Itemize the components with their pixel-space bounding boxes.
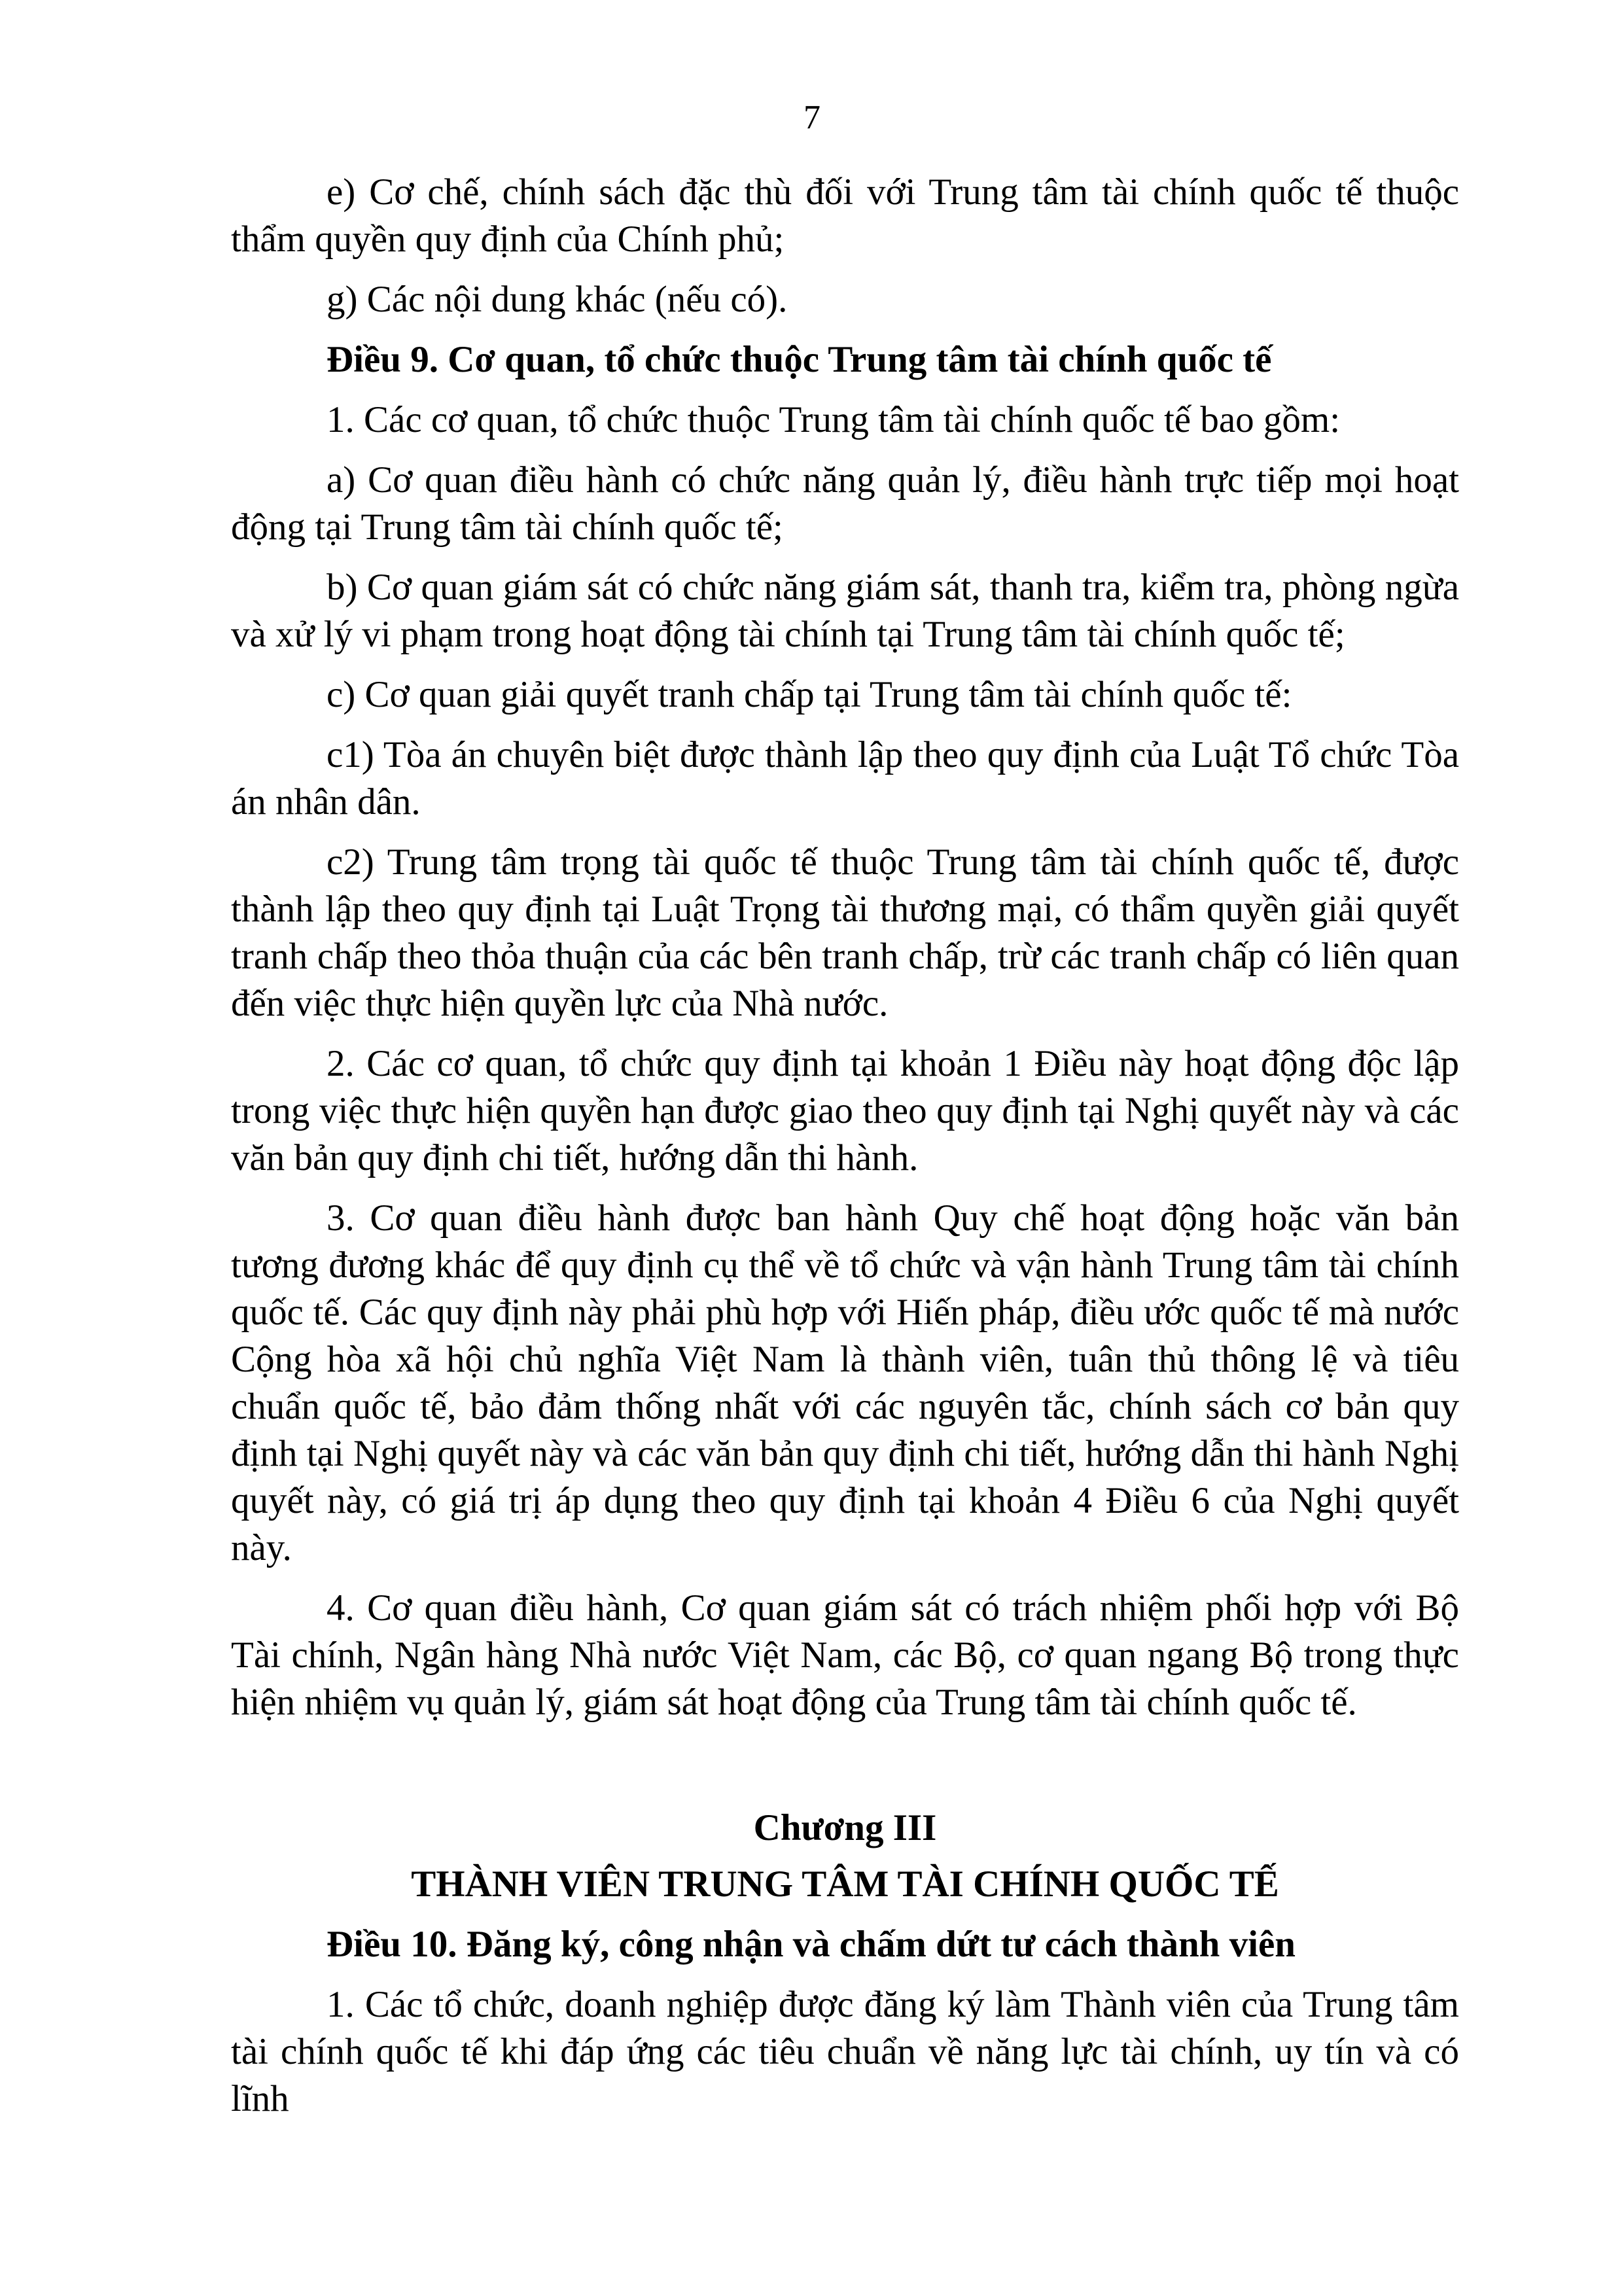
document-body <box>231 169 1459 2136</box>
article-9-point-a: a) Cơ quan điều hành có chức năng quản lý, điều hành trực tiếp mọi hoạt động tại Trung tâm tài chính quốc tế; <box>231 459 1459 548</box>
chapter-title: Chương III <box>753 1807 937 1848</box>
article-9-clause-3: 3. Cơ quan điều hành được ban hành Quy chế hoạt động hoặc văn bản tương đương khác để quy định cụ thể về tổ chức và vận hành Trung tâm tài chính quốc tế. Các quy định này phải phù hợp với Hiến pháp, điều ước quốc tế mà nước Cộng hòa xã hội chủ nghĩa Việt Nam là thành viên, tuân thủ thông lệ và tiêu chuẩn quốc tế, bảo đảm thống nhất với các nguyên tắc, chính sách cơ bản quy định tại Nghị quyết này và các văn bản quy định chi tiết, hướng dẫn thi hành Nghị quyết này, có giá trị áp dụng theo quy định tại khoản 4 Điều 6 của Nghị quyết này. <box>231 1197 1459 1568</box>
article-9-clause-2: 2. Các cơ quan, tổ chức quy định tại khoản 1 Điều này hoạt động độc lập trong việc thực hiện quyền hạn được giao theo quy định tại Nghị quyết này và các văn bản quy định chi tiết, hướng dẫn thi hành. <box>231 1043 1459 1178</box>
paragraph-e: e) Cơ chế, chính sách đặc thù đối với Trung tâm tài chính quốc tế thuộc thẩm quyền quy định của Chính phủ; <box>231 171 1459 260</box>
page-number: 7 <box>803 99 821 136</box>
article-9-clause-4: 4. Cơ quan điều hành, Cơ quan giám sát có trách nhiệm phối hợp với Bộ Tài chính, Ngân hàng Nhà nước Việt Nam, các Bộ, cơ quan ngang Bộ trong thực hiện nhiệm vụ quản lý, giám sát hoạt động của Trung tâm tài chính quốc tế. <box>231 1587 1459 1723</box>
article-10-heading: Điều 10. Đăng ký, công nhận và chấm dứt tư cách thành viên <box>327 1924 1296 1965</box>
chapter-name: THÀNH VIÊN TRUNG TÂM TÀI CHÍNH QUỐC TẾ <box>411 1863 1279 1905</box>
article-9-point-c1: c1) Tòa án chuyên biệt được thành lập theo quy định của Luật Tổ chức Tòa án nhân dân. <box>231 734 1459 822</box>
article-9-point-c: c) Cơ quan giải quyết tranh chấp tại Trung tâm tài chính quốc tế: <box>327 674 1292 715</box>
article-10-clause-1: 1. Các tổ chức, doanh nghiệp được đăng ký làm Thành viên của Trung tâm tài chính quốc tế khi đáp ứng các tiêu chuẩn về năng lực tài chính, uy tín và có lĩnh <box>231 1984 1459 2119</box>
article-9-heading: Điều 9. Cơ quan, tổ chức thuộc Trung tâm tài chính quốc tế <box>327 339 1272 380</box>
article-9-clause-1: 1. Các cơ quan, tổ chức thuộc Trung tâm tài chính quốc tế bao gồm: <box>327 399 1341 440</box>
paragraph-g: g) Các nội dung khác (nếu có). <box>327 279 788 320</box>
article-9-point-c2: c2) Trung tâm trọng tài quốc tế thuộc Trung tâm tài chính quốc tế, được thành lập theo quy định tại Luật Trọng tài thương mại, có thẩm quyền giải quyết tranh chấp theo thỏa thuận của các bên tranh chấp, trừ các tranh chấp có liên quan đến việc thực hiện quyền lực của Nhà nước. <box>231 841 1459 1024</box>
article-9-point-b: b) Cơ quan giám sát có chức năng giám sát, thanh tra, kiểm tra, phòng ngừa và xử lý vi phạm trong hoạt động tài chính tại Trung tâm tài chính quốc tế; <box>231 567 1459 655</box>
